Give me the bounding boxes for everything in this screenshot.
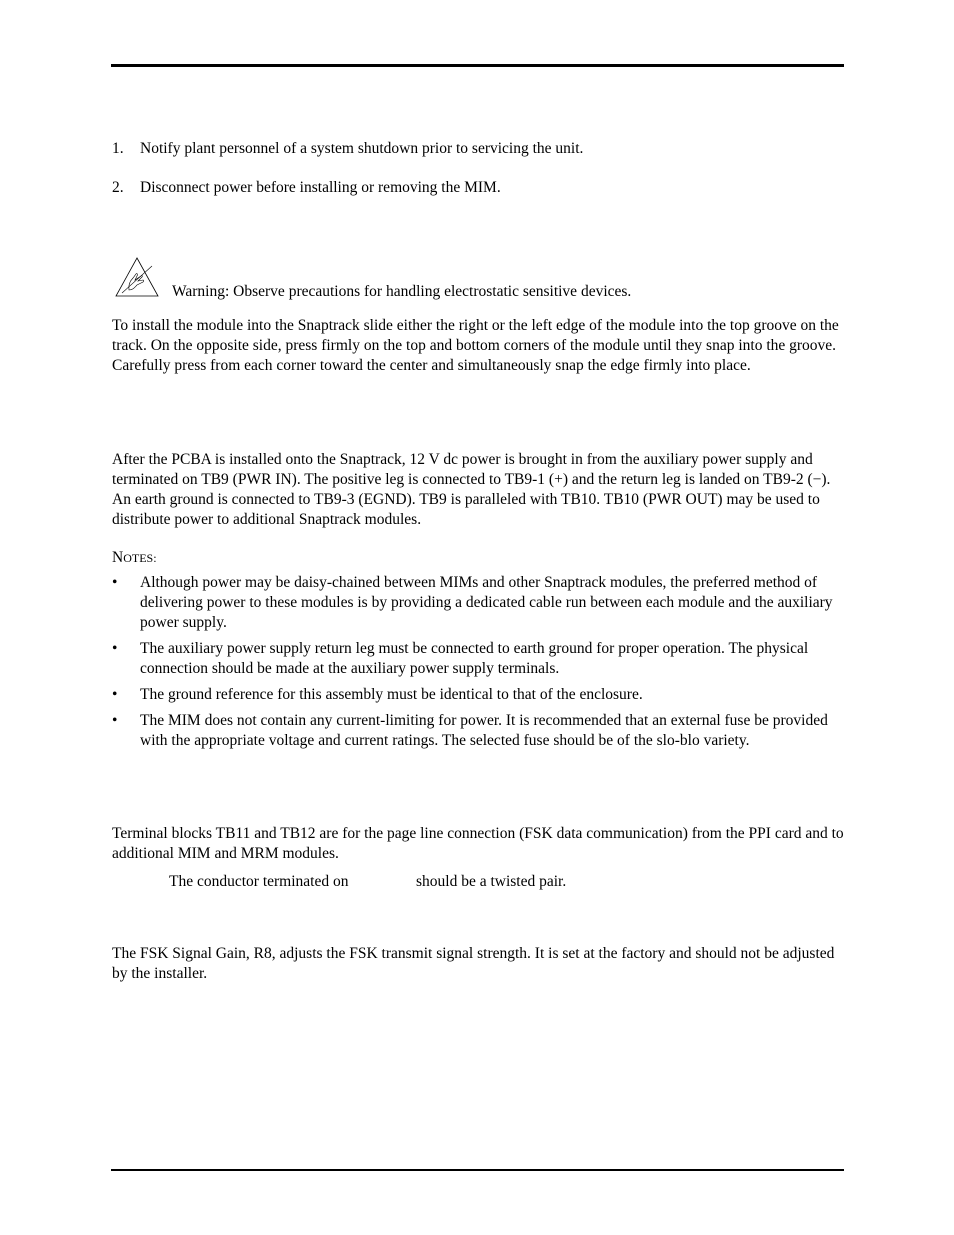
power-paragraph: After the PCBA is installed onto the Snaptrack, 12 V dc power is brought in from the auxiliary power supply and terminated on TB9 (PWR IN). The positive leg is connected to TB9-1 (+) and the return leg is landed on TB9-2 (−). An earth ground is connected to TB9-3 (EGND). TB9 is paralleled with TB10. TB10 (PWR OUT) may be used to distribute power to additional Snaptrack modules. — [112, 451, 831, 528]
step-number: 2. — [112, 179, 124, 196]
fsk-section — [112, 944, 847, 984]
list-item — [112, 573, 847, 633]
power-section — [112, 450, 847, 530]
bullet-icon: • — [112, 686, 118, 703]
install-instructions — [112, 316, 847, 376]
terminal-paragraph: Terminal blocks TB11 and TB12 are for the page line connection (FSK data communication) from the PPI card and to additional MIM and MRM modules. — [112, 825, 844, 862]
fsk-paragraph: The FSK Signal Gain, R8, adjusts the FSK transmit signal strength. It is set at the factory and should not be adjusted by the installer. — [112, 945, 835, 982]
step-text: Notify plant personnel of a system shutdown prior to servicing the unit. — [140, 140, 584, 157]
esd-warning-icon — [114, 256, 160, 298]
bullet-icon: • — [112, 640, 118, 657]
warning-text: Warning: Observe precautions for handling electrostatic sensitive devices. — [172, 283, 632, 300]
step-number: 1. — [112, 140, 124, 157]
note-text: The ground reference for this assembly must be identical to that of the enclosure. — [140, 686, 643, 703]
header-rule — [111, 64, 844, 67]
footer-rule — [111, 1169, 844, 1171]
note-text: The auxiliary power supply return leg must be connected to earth ground for proper operation. The physical connection should be made at the auxiliary power supply terminals. — [140, 640, 809, 677]
list-item — [112, 685, 847, 705]
notes-heading-first: N — [112, 549, 124, 566]
list-item — [112, 711, 847, 751]
bullet-icon: • — [112, 712, 118, 729]
note-text: Although power may be daisy-chained between MIMs and other Snaptrack modules, the preferred method of delivering power to these modules is by providing a dedicated cable run between each module and the auxiliary power supply. — [140, 574, 833, 631]
install-paragraph: To install the module into the Snaptrack slide either the right or the left edge of the module into the top groove on the track. On the opposite side, press firmly on the top and bottom corners of the module until they snap into the groove. Carefully press from each corner toward the center and simultaneously snap the edge firmly into place. — [112, 317, 839, 374]
list-item — [112, 639, 847, 679]
step-text: Disconnect power before installing or removing the MIM. — [140, 179, 501, 196]
bullet-icon: • — [112, 574, 118, 591]
terminal-section — [112, 824, 847, 864]
conductor-note-part1: The conductor terminated on — [169, 873, 349, 890]
conductor-note-part2: should be a twisted pair. — [416, 873, 567, 890]
notes-list — [112, 573, 847, 757]
notes-heading — [112, 548, 847, 568]
notes-heading-rest: OTES: — [123, 551, 157, 565]
note-text: The MIM does not contain any current-limiting for power. It is recommended that an external fuse be provided with the appropriate voltage and current ratings. The selected fuse should be of the slo-blo variety. — [140, 712, 828, 749]
